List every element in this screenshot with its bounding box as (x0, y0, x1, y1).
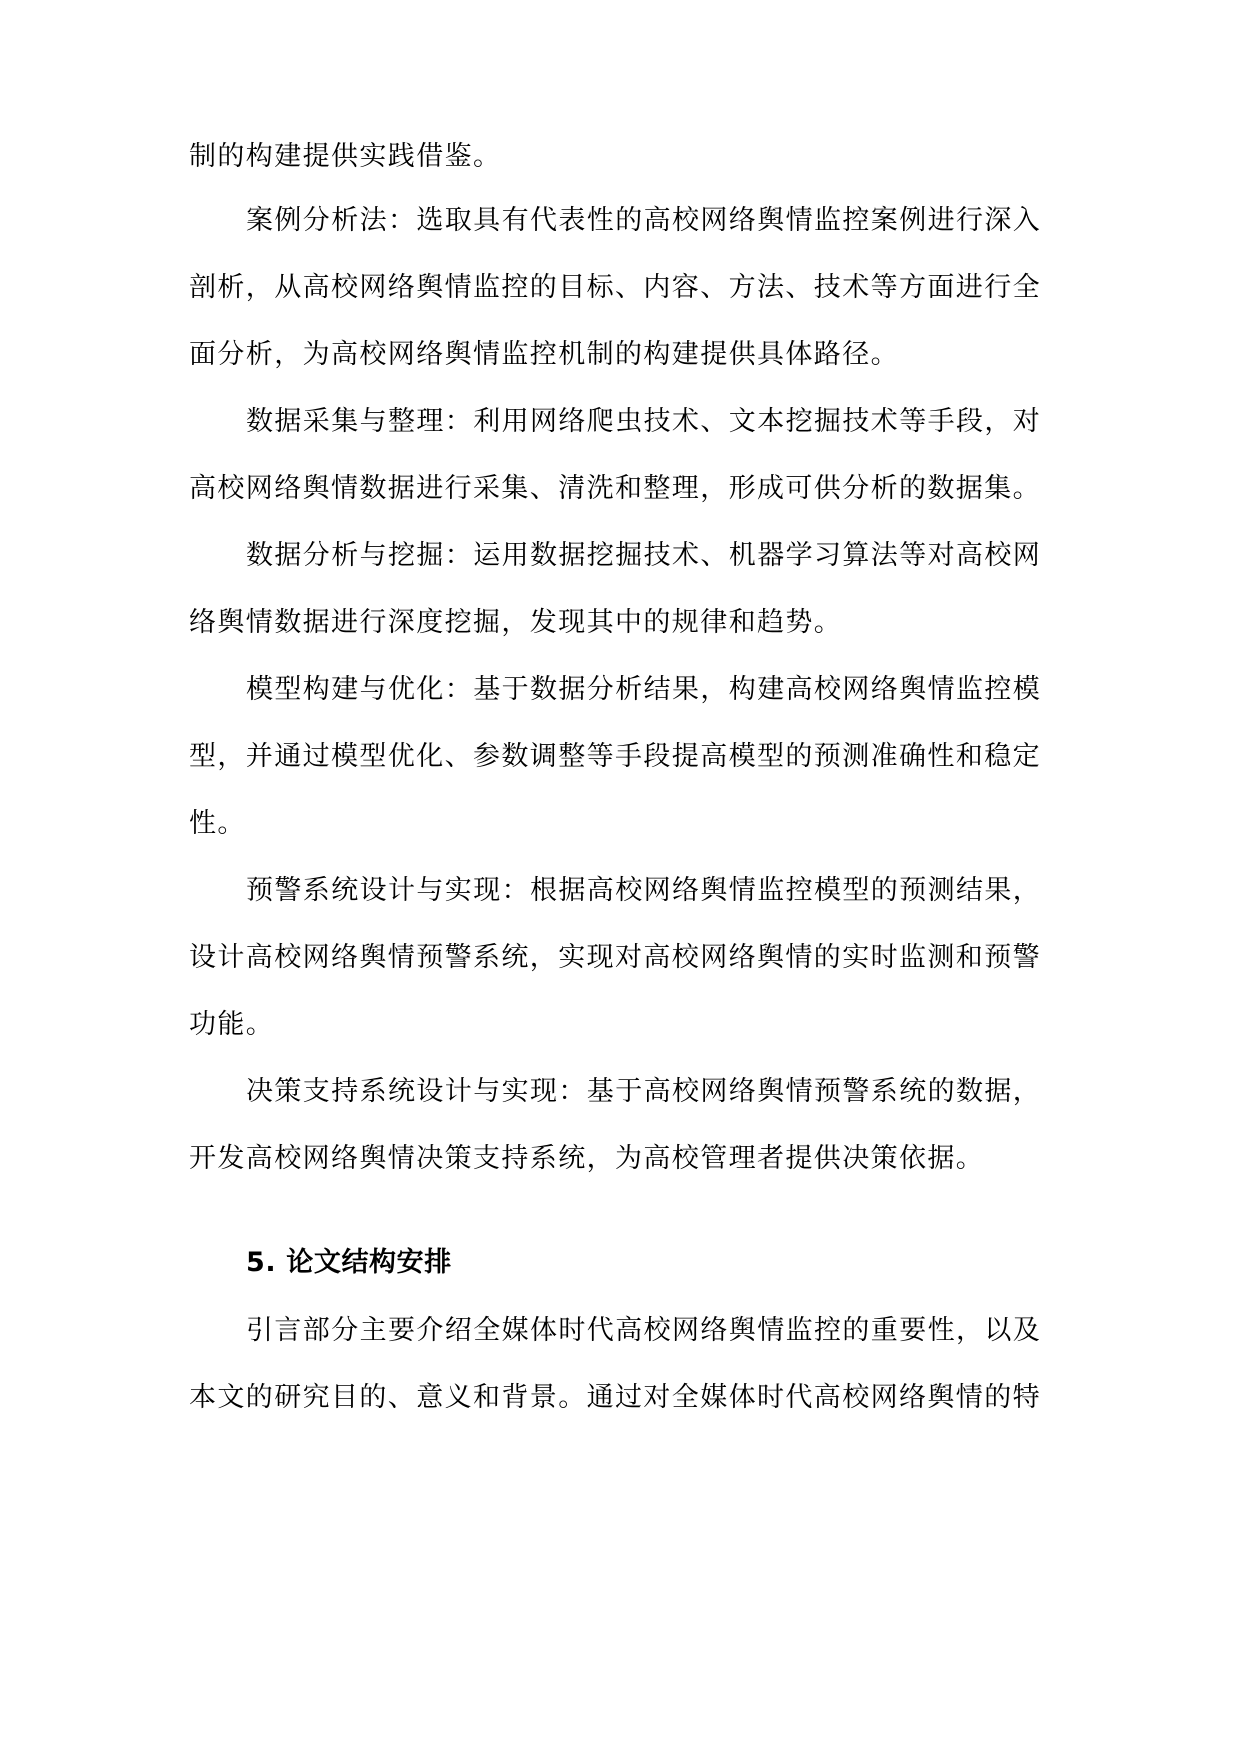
paragraph-line: 本文的研究目的、意义和背景。通过对全媒体时代高校网络舆情的特 (189, 1382, 1041, 1413)
paragraph-line: 案例分析法：选取具有代表性的高校网络舆情监控案例进行深入 (246, 205, 1042, 236)
paragraph-line: 功能。 (189, 1009, 275, 1040)
paragraph-line: 络舆情数据进行深度挖掘，发现其中的规律和趋势。 (189, 607, 843, 638)
paragraph-line: 决策支持系统设计与实现：基于高校网络舆情预警系统的数据， (246, 1076, 1042, 1107)
section-heading: 5. 论文结构安排 (246, 1247, 452, 1278)
paragraph-line: 剖析，从高校网络舆情监控的目标、内容、方法、技术等方面进行全 (189, 272, 1041, 303)
paragraph-line: 开发高校网络舆情决策支持系统，为高校管理者提供决策依据。 (189, 1143, 985, 1174)
paragraph-line: 数据分析与挖掘：运用数据挖掘技术、机器学习算法等对高校网 (246, 540, 1042, 571)
paragraph-line: 模型构建与优化：基于数据分析结果，构建高校网络舆情监控模 (246, 674, 1042, 705)
paragraph-line: 面分析，为高校网络舆情监控机制的构建提供具体路径。 (189, 339, 899, 370)
paragraph-line: 预警系统设计与实现：根据高校网络舆情监控模型的预测结果， (246, 875, 1042, 906)
paragraph-line: 数据采集与整理：利用网络爬虫技术、文本挖掘技术等手段，对 (246, 406, 1042, 437)
paragraph-line: 设计高校网络舆情预警系统，实现对高校网络舆情的实时监测和预警 (189, 942, 1041, 973)
paragraph-line: 性。 (189, 808, 246, 839)
paragraph-line: 引言部分主要介绍全媒体时代高校网络舆情监控的重要性，以及 (246, 1315, 1042, 1346)
paragraph-line: 型，并通过模型优化、参数调整等手段提高模型的预测准确性和稳定 (189, 741, 1041, 772)
paragraph-line: 制的构建提供实践借鉴。 (189, 141, 502, 172)
paragraph-line: 高校网络舆情数据进行采集、清洗和整理，形成可供分析的数据集。 (189, 473, 1041, 504)
